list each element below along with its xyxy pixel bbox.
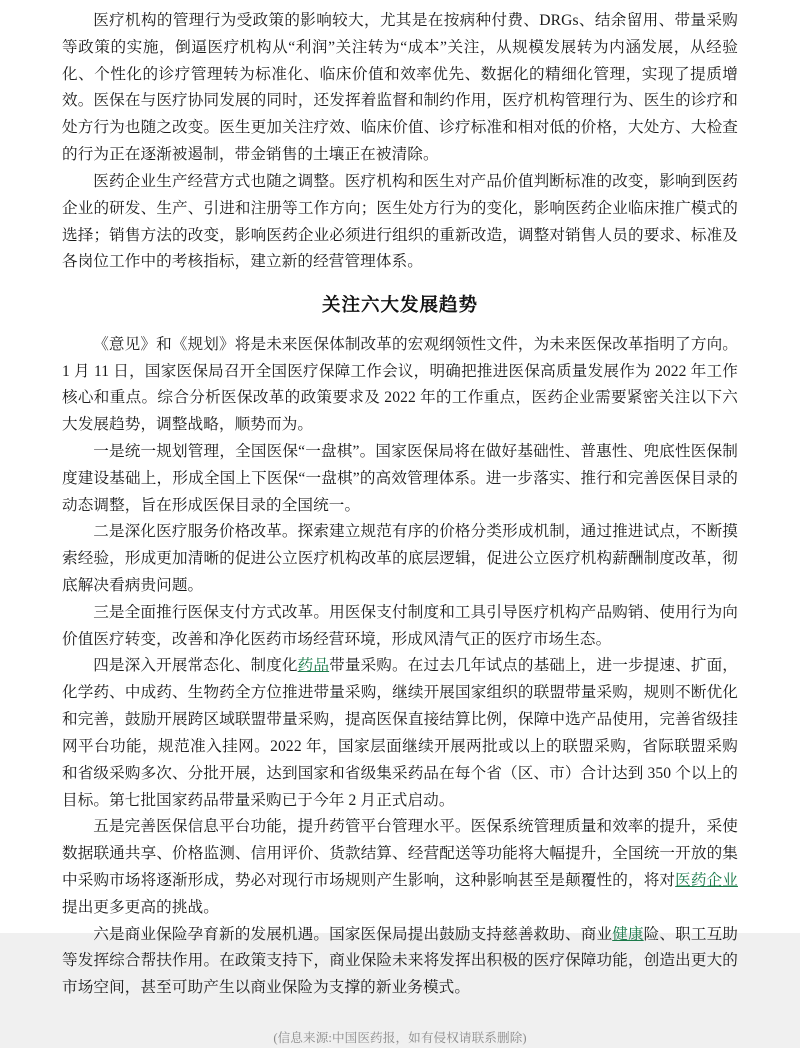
paragraph-text: 六是商业保险孕育新的发展机遇。国家医保局提出鼓励支持慈善救助、商业 <box>93 925 613 943</box>
section-paragraphs <box>62 332 738 1002</box>
paragraph-trend-7 <box>62 922 738 1002</box>
paragraph-text: 带量采购。在过去几年试点的基础上，进一步提速、扩面，化学药、中成药、生物药全方位推进带量采购，继续开展国家组织的联盟带量采购，规则不断优化和完善，鼓励开展跨区域联盟带量采购，提高医保直接结算比例，保障中选产品使用，完善省级挂网平台功能，规范准入挂网。2022 年，国家层面继续开展两批或以上的联盟采购，省际联盟采购和省级采购多次、分批开展，达到国家和省级集采药品在每个省（区、市）合计达到 350 个以上的目标。第七批国家药品带量采购已于今年 2 月正式启动。 <box>62 657 739 809</box>
paragraph-text: 提出更多更高的挑战。 <box>62 898 219 916</box>
paragraph-text: 三是全面推行医保支付方式改革。用医保支付制度和工具引导医疗机构产品购销、使用行为向价值医疗转变，改善和净化医药市场经营环境，形成风清气正的医疗市场生态。 <box>62 603 738 648</box>
section-heading: 关注六大发展趋势 <box>321 296 478 317</box>
paragraph-intro-1: 医疗机构的管理行为受政策的影响较大，尤其是在按病种付费、DRGs、结余留用、带量采购等政策的实施，倒逼医疗机构从“利润”关注转为“成本”关注，从规模发展转为内涵发展，从经验化、个性化的诊疗管理转为标准化、临床价值和效率优先、数据化的精细化管理，实现了提质增效。医保在与医疗协同发展的同时，还发挥着监督和制约作用，医疗机构管理行为、医生的诊疗和处方行为也随之改变。医生更加关注疗效、临床价值、诊疗标准和相对低的价格，大处方、大检查的行为正在逐渐被遏制，带金销售的土壤正在被清除。 <box>62 12 738 164</box>
paragraph-text: 一是统一规划管理，全国医保“一盘棋”。国家医保局将在做好基础性、普惠性、兜底性医保制度建设基础上，形成全国上下医保“一盘棋”的高效管理体系。进一步落实、推行和完善医保目录的动态调整，旨在形成医保目录的全国统一。 <box>62 442 738 514</box>
source-note: (信息来源:中国医药报，如有侵权请联系删除) <box>273 1031 527 1046</box>
paragraph-text: 五是完善医保信息平台功能，提升药管平台管理水平。医保系统管理质量和效率的提升，采使数据联通共享、价格监测、信用评价、货款结算、经营配送等功能将大幅提升，全国统一开放的集中采购市场将逐渐形成，势必对现行市场规则产生影响，这种影响甚至是颠覆性的，将对 <box>62 818 738 889</box>
document-body <box>62 8 738 1048</box>
paragraph-text: 险、职工互助等发挥综合帮扶作用。在政策支持下，商业保险未来将发挥出积极的医疗保障功能，创造出更大的市场空间，甚至可助产生以商业保险为支撑的新业务模式。 <box>62 925 739 997</box>
paragraph-trend-6 <box>62 814 738 921</box>
paragraph-intro-2: 医药企业生产经营方式也随之调整。医疗机构和医生对产品价值判断标准的改变，影响到医药企业的研发、生产、引进和注册等工作方向；医生处方行为的变化，影响医药企业临床推广模式的选择；销售方法的改变，影响医药企业必须进行组织的重新改造，调整对销售人员的要求、标准及各岗位工作中的考核指标，建立新的经营管理体系。 <box>62 172 738 271</box>
paragraph-text: 《意见》和《规划》将是未来医保体制改革的宏观纲领性文件，为未来医保改革指明了方向。1 月 11 日，国家医保局召开全国医疗保障工作会议，明确把推进医保高质量发展作为 2022 年工作核心和重点。综合分析医保改革的政策要求及 2022 年的工作重点，医药企业需要紧密关注以下六大发展趋势，调整战略，顺势而为。 <box>62 335 738 434</box>
paragraph-trend-5 <box>62 653 738 814</box>
inline-link[interactable]: 药品 <box>297 657 330 675</box>
paragraph-trend-3 <box>62 519 738 599</box>
paragraph-text: 四是深入开展常态化、制度化 <box>93 657 298 675</box>
paragraph-trend-4 <box>62 600 738 654</box>
paragraph-trend-1 <box>62 332 738 439</box>
inline-link[interactable]: 医药企业 <box>675 871 738 889</box>
paragraph-trend-2 <box>62 439 738 519</box>
paragraph-text: 二是深化医疗服务价格改革。探索建立规范有序的价格分类形成机制，通过推进试点，不断摸索经验，形成更加清晰的促进公立医疗机构改革的底层逻辑，促进公立医疗机构薪酬制度改革，彻底解决看病贵问题。 <box>62 523 738 595</box>
inline-link[interactable]: 健康 <box>612 925 644 943</box>
